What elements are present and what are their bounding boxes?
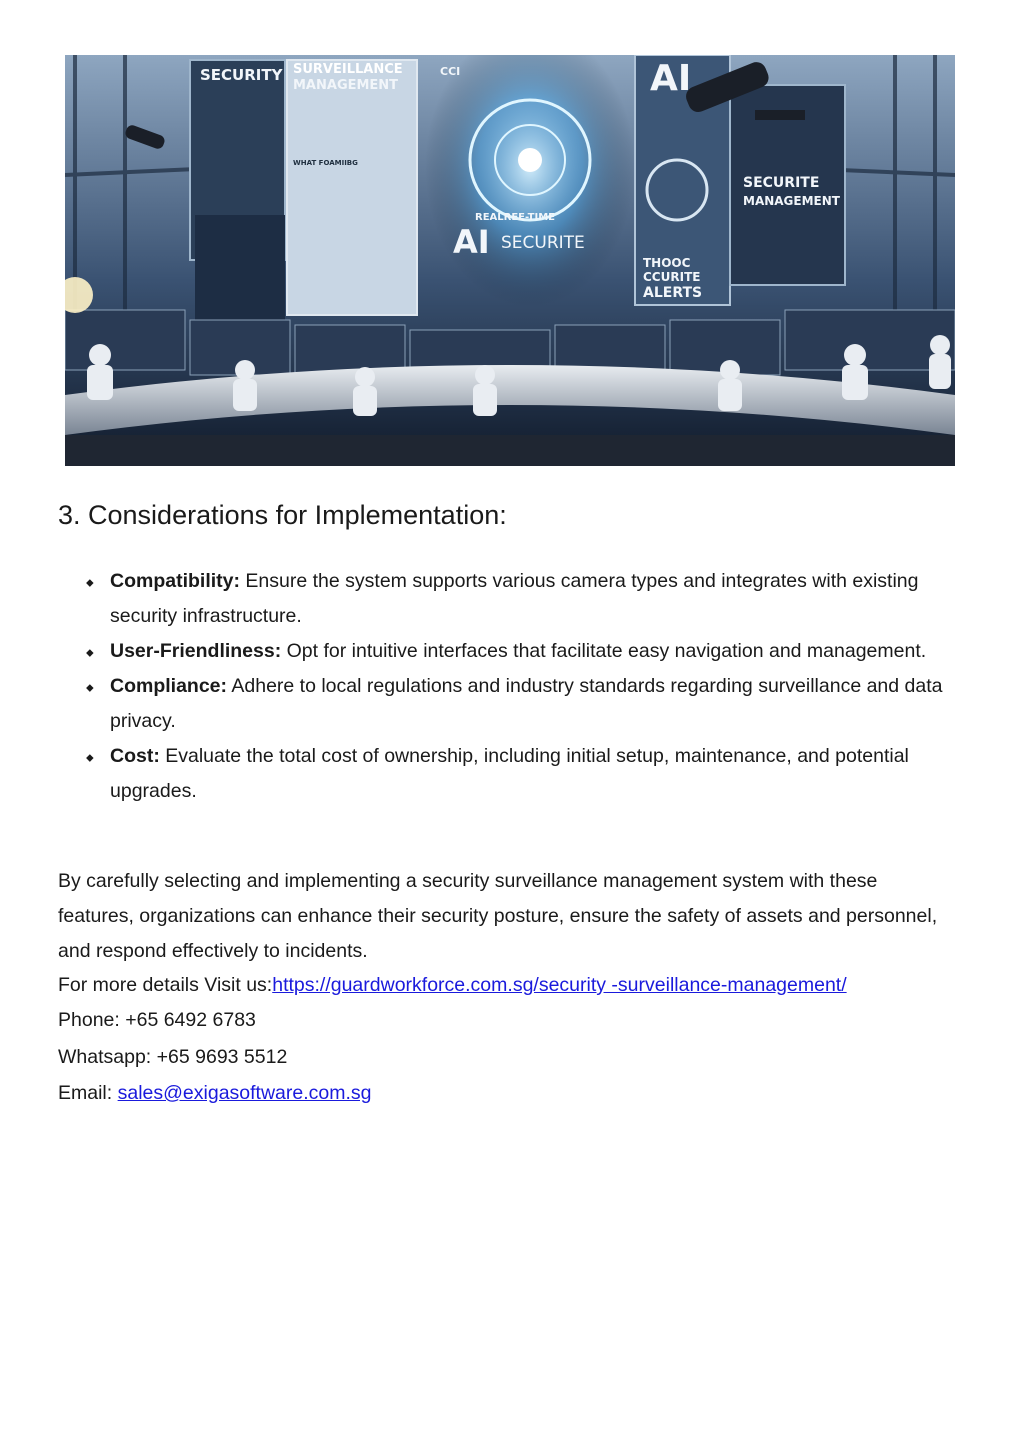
item-term: User-Friendliness: (110, 640, 282, 662)
summary-paragraph: By carefully selecting and implementing a security surveillance management system with these features, organizations can enhance their security posture, ensure the safety of assets and personnel, and respond effectively to incidents. (58, 870, 938, 962)
control-room-illustration (65, 55, 955, 466)
svg-text:WHAT FOAMIIBG: WHAT FOAMIIBG (293, 159, 358, 167)
item-text: Evaluate the total cost of ownership, including initial setup, maintenance, and potential upgrades. (110, 745, 909, 802)
diamond-bullet-icon: ⬥ (86, 682, 94, 694)
svg-text:AI: AI (453, 223, 490, 261)
email-line (58, 1076, 372, 1111)
svg-text:MANAGEMENT: MANAGEMENT (293, 78, 399, 93)
email-label: Email: (58, 1082, 118, 1104)
details-line (58, 968, 847, 1003)
svg-text:CCURITE: CCURITE (643, 270, 701, 284)
list-item (84, 669, 944, 739)
section-title: 3. Considerations for Implementation: (58, 500, 507, 530)
details-label: For more details Visit us: (58, 974, 273, 996)
details-link[interactable]: https://guardworkforce.com.sg/security -surveillance-management/ (272, 974, 847, 996)
svg-text:REALREE-TIME: REALREE-TIME (475, 212, 556, 223)
list-item (84, 564, 944, 634)
svg-text:SECURITY: SECURITY (200, 66, 283, 84)
svg-text:AI: AI (650, 58, 692, 99)
svg-text:CCI: CCI (440, 65, 461, 78)
hero-image (65, 55, 955, 466)
item-text: Adhere to local regulations and industry standards regarding surveillance and data privacy. (110, 675, 943, 732)
diamond-bullet-icon: ⬥ (86, 647, 94, 659)
svg-text:SECURITE: SECURITE (501, 233, 585, 253)
whatsapp-line: Whatsapp: +65 9693 5512 (58, 1046, 288, 1068)
svg-text:MANAGEMENT: MANAGEMENT (743, 194, 840, 208)
item-text: Opt for intuitive interfaces that facilitate easy navigation and management. (281, 640, 927, 662)
svg-text:ALERTS: ALERTS (643, 285, 703, 301)
phone-line: Phone: +65 6492 6783 (58, 1009, 256, 1031)
svg-text:THOOC: THOOC (643, 256, 691, 270)
list-item (84, 739, 944, 809)
email-link[interactable]: sales@exigasoftware.com.sg (117, 1082, 372, 1104)
item-term: Compatibility: (110, 570, 240, 592)
svg-text:SECURITE: SECURITE (743, 175, 820, 191)
list-item (84, 634, 944, 669)
considerations-list (84, 564, 944, 809)
diamond-bullet-icon: ⬥ (86, 577, 94, 589)
diamond-bullet-icon: ⬥ (86, 752, 94, 764)
item-term: Cost: (110, 745, 160, 767)
svg-text:SURVEILLANCE: SURVEILLANCE (293, 62, 403, 77)
item-text: Ensure the system supports various camera types and integrates with existing security infrastructure. (110, 570, 919, 627)
item-term: Compliance: (110, 675, 228, 697)
